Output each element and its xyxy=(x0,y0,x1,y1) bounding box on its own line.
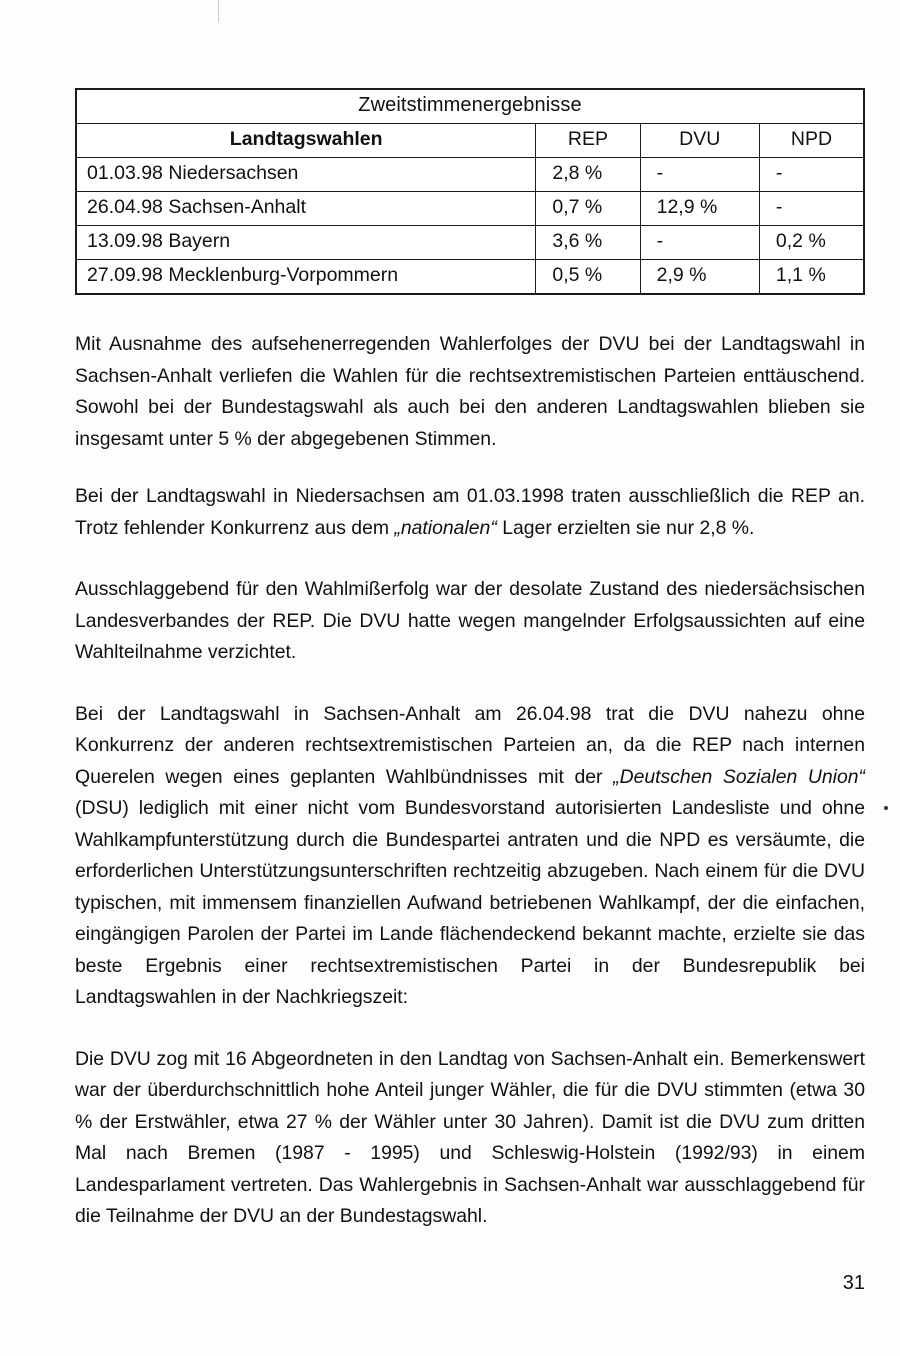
cell-npd: - xyxy=(759,158,863,192)
paragraph-niedersachsen-quote: „nationalen“ xyxy=(394,516,497,539)
paragraph-wahlmisserfolg: Ausschlaggebend für den Wahlmißerfolg war der desolate Zustand des niedersächsischen Landesverbandes der REP. Die DVU hatte wegen mangelnder Erfolgsaussichten auf eine Wahlteilnahme verzichtet. xyxy=(75,578,865,663)
table-header-row xyxy=(77,124,863,158)
paragraph-niedersachsen xyxy=(75,481,865,544)
margin-dot-mark xyxy=(884,806,888,810)
cell-npd: 1,1 % xyxy=(759,260,863,294)
table-title: Zweitstimmenergebnisse xyxy=(77,90,863,124)
paragraph-sachsen-anhalt-part2: (DSU) lediglich mit einer nicht vom Bundesvorstand autorisierten Landesliste und ohne Wahlkampfunterstützung durch die Bundespartei antraten und die NPD es versäumte, die erforderlichen Unterstützungsunterschriften rechtzeitig abzugeben. Nach einem für die DVU typischen, mit immensem finanziellen Aufwand betriebenen Wahlkampf, der die einfachen, eingängigen Parolen der Partei im Lande flächendeckend bekannt machte, erzielte sie das beste Ergebnis einer rechtsextremistischen Partei in der Bundesrepublik bei Landtagswahlen in der Nachkriegszeit: xyxy=(75,797,865,1008)
table-row xyxy=(77,158,863,192)
table-header-npd: NPD xyxy=(759,124,863,158)
table-row xyxy=(77,192,863,226)
cell-rep: 0,5 % xyxy=(536,260,640,294)
paragraph-niedersachsen-part2: Lager erzielten sie nur 2,8 %. xyxy=(496,516,755,539)
cell-dvu: - xyxy=(640,226,759,260)
row-label: 26.04.98 Sachsen-Anhalt xyxy=(77,192,536,226)
cell-dvu: 12,9 % xyxy=(640,192,759,226)
paragraph-overview: Mit Ausnahme des aufsehenerregenden Wahlerfolges der DVU bei der Landtagswahl in Sachsen-Anhalt verliefen die Wahlen für die rechtsextremistischen Parteien enttäuschend. Sowohl bei der Bundestagswahl als auch bei den anderen Landtagswahlen blieben sie insgesamt unter 5 % der abgegebenen Stimmen. xyxy=(75,333,865,450)
table-header-landtagswahlen: Landtagswahlen xyxy=(77,124,536,158)
row-label: 01.03.98 Niedersachsen xyxy=(77,158,536,192)
cell-npd: 0,2 % xyxy=(759,226,863,260)
cell-dvu: - xyxy=(640,158,759,192)
paragraph-sachsen-anhalt-part1: Bei der Landtagswahl in Sachsen-Anhalt am 26.04.98 trat die DVU nahezu ohne Konkurrenz der anderen rechtsextremistischen Parteien an, da die REP nach internen Querelen wegen eines geplanten Wahlbündnisses mit der xyxy=(75,702,865,788)
paragraph-sachsen-anhalt xyxy=(75,699,865,1014)
scan-edge-mark xyxy=(218,0,219,22)
paragraph-dvu-landtag: Die DVU zog mit 16 Abgeordneten in den Landtag von Sachsen-Anhalt ein. Bemerkenswert war der überdurchschnittlich hohe Anteil junger Wähler, die für die DVU stimmten (etwa 30 % der Erstwähler, etwa 27 % der Wähler unter 30 Jahren). Damit ist die DVU zum dritten Mal nach Bremen (1987 - 1995) und Schleswig-Holstein (1992/93) in einem Landesparlament vertreten. Das Wahlergebnis in Sachsen-Anhalt war ausschlaggebend für die Teilnahme der DVU an der Bundestagswahl. xyxy=(75,1047,865,1227)
table-row xyxy=(77,260,863,294)
table-row xyxy=(77,226,863,260)
table-header-rep: REP xyxy=(536,124,640,158)
page-content xyxy=(75,88,865,1233)
row-label: 13.09.98 Bayern xyxy=(77,226,536,260)
table-header-dvu: DVU xyxy=(640,124,759,158)
paragraph-niedersachsen-part1: Bei der Landtagswahl in Niedersachsen am 01.03.1998 traten ausschließlich die REP an. Trotz fehlender Konkurrenz aus dem xyxy=(75,485,865,539)
table-title-row xyxy=(77,90,863,124)
cell-dvu: 2,9 % xyxy=(640,260,759,294)
row-label: 27.09.98 Mecklenburg-Vorpommern xyxy=(77,260,536,294)
cell-rep: 0,7 % xyxy=(536,192,640,226)
cell-rep: 2,8 % xyxy=(536,158,640,192)
election-results-table xyxy=(75,88,865,295)
cell-npd: - xyxy=(759,192,863,226)
page-number: 31 xyxy=(842,1272,865,1294)
paragraph-sachsen-anhalt-quote: „Deutschen Sozialen Union“ xyxy=(613,765,865,788)
cell-rep: 3,6 % xyxy=(536,226,640,260)
